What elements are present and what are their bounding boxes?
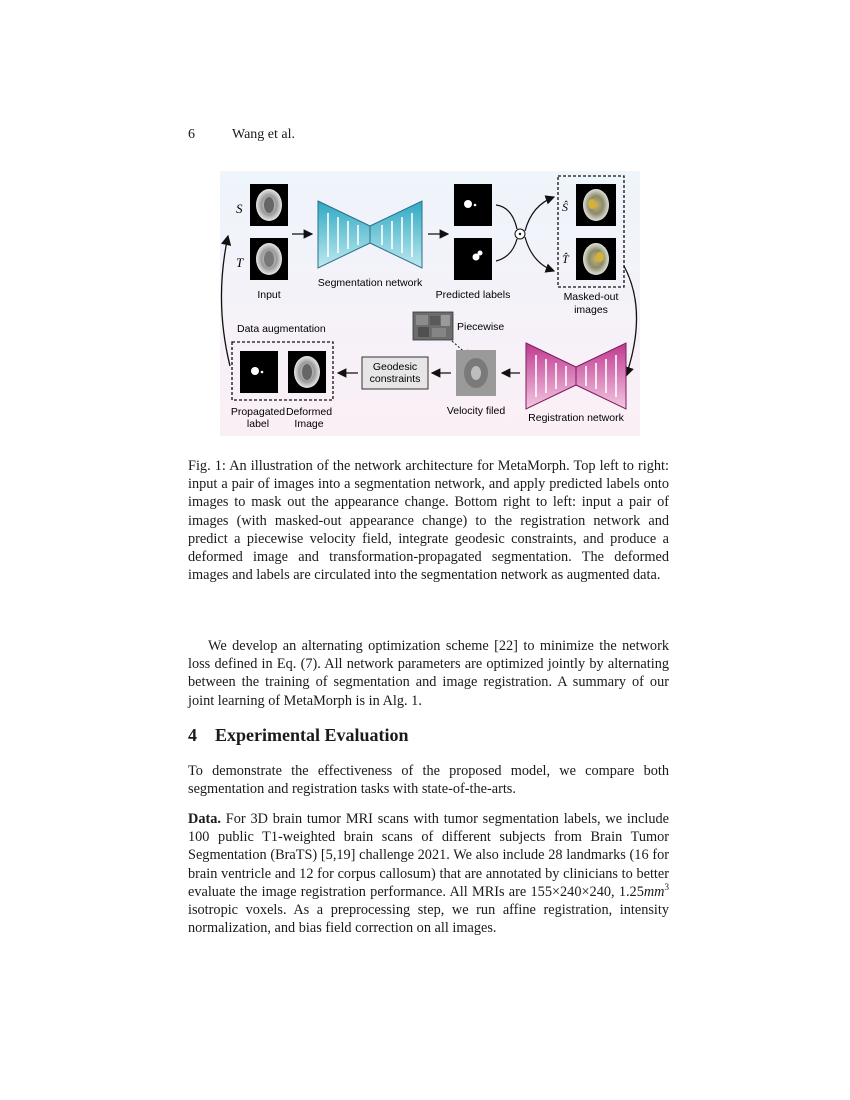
masked-image-T bbox=[576, 238, 616, 280]
voxel-unit: mm bbox=[643, 883, 665, 900]
label-T-hat: T̂ bbox=[562, 252, 569, 266]
deformed-image bbox=[288, 351, 326, 393]
caption-label: Fig. 1: bbox=[188, 458, 226, 474]
paragraph-data bbox=[188, 810, 669, 937]
predicted-label-S bbox=[454, 184, 492, 226]
propagated-label-image bbox=[240, 351, 278, 393]
predicted-label-T bbox=[454, 238, 492, 280]
geodesic-line2: constraints bbox=[369, 373, 421, 385]
page-number: 6 bbox=[188, 127, 195, 142]
label-S: S bbox=[236, 201, 243, 216]
piecewise-image bbox=[413, 312, 453, 340]
caption-text: An illustration of the network architecture for MetaMorph. Top left to right: input a pair of images into a segmentation network, and apply predicted labels onto images to mask out the appearance change. Bottom right to left: input a pair of images (with masked-out appearance change) to the registration network and predict a piecewise velocity field, integrate geodesic constraints, and produce a deformed image and transformation-propagated segmentation. The deformed images and labels are circulated into the segmentation network as augmented data. bbox=[188, 458, 669, 584]
figure-caption bbox=[188, 457, 669, 584]
architecture-figure bbox=[220, 171, 640, 436]
section-number: 4 bbox=[188, 725, 197, 745]
piecewise-label: Piecewise bbox=[457, 321, 505, 333]
dot-operator-center bbox=[519, 233, 521, 235]
data-text-part2: isotropic voxels. As a preprocessing step, we run affine registration, intensity normalization, and bias field correction on all images. bbox=[188, 902, 669, 937]
section-title: Experimental Evaluation bbox=[215, 725, 409, 745]
masked-image-S bbox=[576, 184, 616, 226]
masked-out-caption-line1: Masked-out bbox=[563, 291, 619, 303]
segmentation-network-label: Segmentation network bbox=[317, 277, 423, 289]
registration-network-label: Registration network bbox=[528, 412, 624, 424]
input-image-S bbox=[250, 184, 288, 226]
paragraph-optimization: We develop an alternating optimization scheme [22] to minimize the network loss defined in Eq. (7). All network parameters are optimized jointly by alternating between the training of segmentation and image registration. A summary of our joint learning of MetaMorph is in Alg. 1. bbox=[188, 638, 669, 709]
propagated-caption-line1: Propagated bbox=[230, 406, 286, 418]
label-S-hat: Ŝ bbox=[562, 200, 568, 214]
input-caption: Input bbox=[257, 289, 281, 301]
propagated-caption-line2: label bbox=[246, 418, 270, 430]
page-header bbox=[188, 127, 295, 143]
paragraph-intro: To demonstrate the effectiveness of the proposed model, we compare both segmentation and registration tasks with state-of-the-arts. bbox=[188, 763, 669, 798]
velocity-field-caption: Velocity filed bbox=[446, 405, 506, 417]
predicted-labels-caption: Predicted labels bbox=[435, 289, 511, 301]
data-lead: Data. bbox=[188, 811, 221, 827]
voxel-exponent: 3 bbox=[664, 882, 669, 893]
running-authors: Wang et al. bbox=[232, 127, 296, 142]
deformed-caption-line2: Image bbox=[294, 418, 324, 430]
input-image-T bbox=[250, 238, 288, 280]
data-augmentation-label: Data augmentation bbox=[237, 323, 326, 335]
section-heading bbox=[188, 725, 409, 746]
masked-out-caption-line2: images bbox=[574, 304, 608, 316]
figure-canvas bbox=[220, 171, 640, 436]
velocity-field-image bbox=[456, 350, 496, 396]
label-T: T bbox=[236, 255, 244, 270]
data-text-part1: For 3D brain tumor MRI scans with tumor segmentation labels, we include 100 public T1-weighted brain scans of different subjects from Brain Tumor Segmentation (BraTS) [5,19] challenge 2021. We also include 28 landmarks (16 for brain ventricle and 12 for corpus callosum) that are annotated by clinicians to better evaluate the image registration performance. All MRIs are 155×240×240, 1.25 bbox=[188, 811, 669, 900]
geodesic-line1: Geodesic bbox=[372, 361, 418, 373]
deformed-caption-line1: Deformed bbox=[285, 406, 333, 418]
